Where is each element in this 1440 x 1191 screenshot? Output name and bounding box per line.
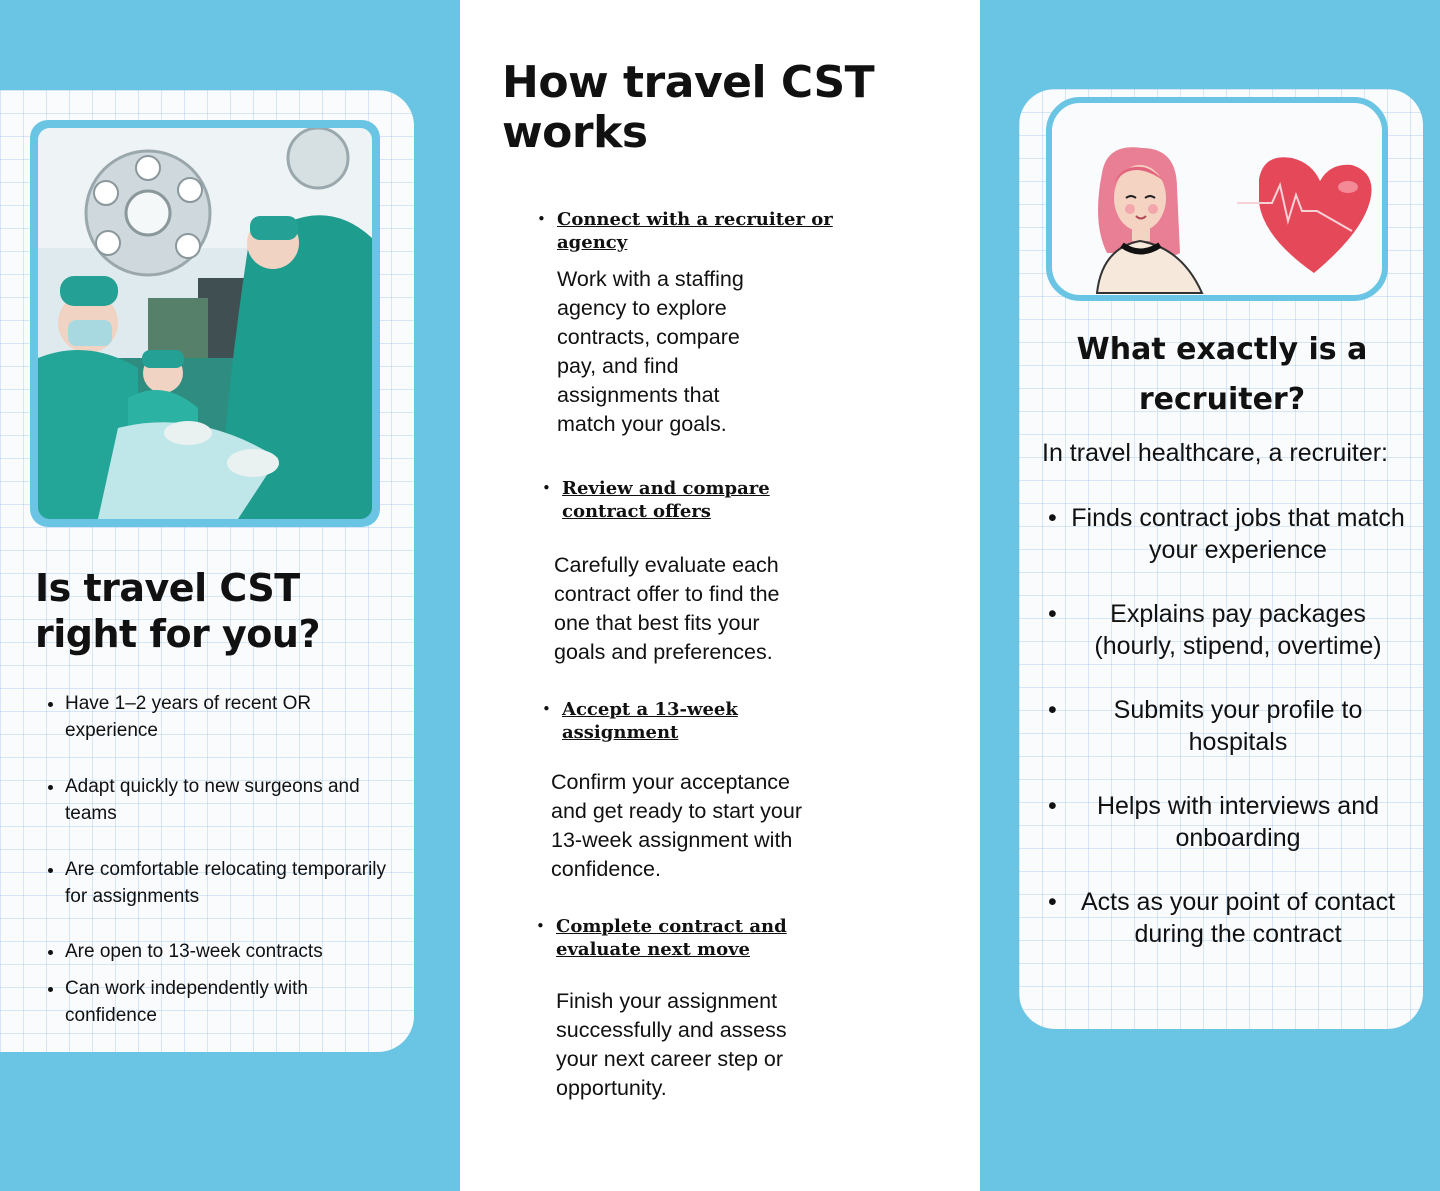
recruiter-duties-list [1048,502,1408,982]
step-2 [554,477,822,667]
list-item: • Can work independently with confidence [65,975,395,1029]
list-item: • Are open to 13-week contracts [65,938,395,965]
list-item: • Explains pay packages (hourly, stipend, overtime) [1048,598,1408,662]
left-title: Is travel CST right for you? [35,566,320,656]
step-heading: • Complete contract and evaluate next move [556,915,826,961]
list-item: • Finds contract jobs that match your experience [1048,502,1408,566]
list-item: • Are comfortable relocating temporarily for assignments [65,856,395,910]
list-item: • Helps with interviews and onboarding [1048,790,1408,854]
surgery-photo-frame [30,120,380,527]
list-item: • Have 1–2 years of recent OR experience [65,690,395,744]
step-heading: • Review and compare contract offers [562,477,822,523]
recruiter-illustration-frame [1046,97,1388,301]
step-3 [551,698,802,884]
step-heading: • Connect with a recruiter or agency [557,208,847,254]
step-1 [557,208,847,439]
recruiter-illustration [1052,103,1382,295]
step-4 [556,915,826,1103]
left-checklist [45,690,395,1029]
step-heading: • Accept a 13-week assignment [562,698,792,744]
right-title: What exactly is a recruiter? [1076,332,1368,417]
middle-title: How travel CST works [502,57,875,158]
list-item: • Acts as your point of contact during the contract [1048,886,1408,950]
step-body: Work with a staffing agency to explore contracts, compare pay, and find assignments that match your goals. [557,267,744,436]
list-item: • Submits your profile to hospitals [1048,694,1408,758]
step-body: Finish your assignment successfully and assess your next career step or opportunity. [556,989,787,1100]
right-intro: In travel healthcare, a recruiter: [1042,439,1388,467]
step-body: Carefully evaluate each contract offer to find the one that best fits your goals and preferences. [554,553,780,664]
surgery-photo [38,128,372,519]
list-item: • Adapt quickly to new surgeons and teams [65,773,395,827]
step-body: Confirm your acceptance and get ready to start your 13-week assignment with confidence. [551,770,802,881]
